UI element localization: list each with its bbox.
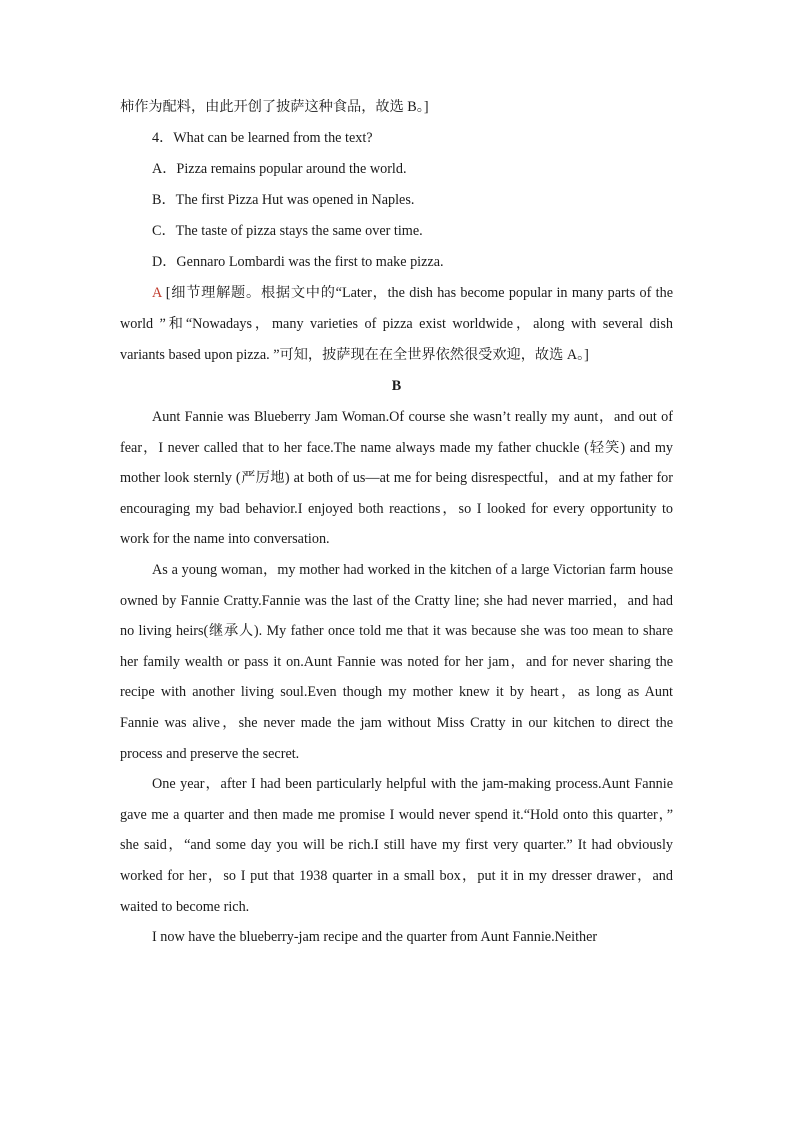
- question-4: 4．What can be learned from the text?: [152, 130, 373, 146]
- option-a: A．Pizza remains popular around the world.: [152, 161, 407, 177]
- option-c: C．The taste of pizza stays the same over time.: [152, 223, 423, 239]
- page-content: [120, 92, 673, 953]
- answer-letter: A: [152, 285, 162, 301]
- passage-b-title: B: [391, 378, 402, 394]
- passage-paragraph: As a young woman，my mother had worked in the kitchen of a large Victorian farm house owned by Fannie Cratty.Fannie was the last of the Cratty line; she had never married，and had no living heirs(继承人). My father once told me that it was because she was too mean to share her family wealth or pass it on.Aunt Fannie was noted for her jam，and for never sharing the recipe with another living soul.Even though my mother knew it by heart，as long as Aunt Fannie was alive，she never made the jam without Miss Cratty in our kitchen to direct the process and preserve the secret.: [120, 561, 673, 762]
- carryover-explanation: 柿作为配料，由此开创了披萨这种食品，故选 B。]: [120, 99, 429, 115]
- answer-text: [细节理解题。根据文中的“Later，the dish has become popular in many parts of the world ”和“Nowadays，many varieties of pizza exist worldwide，along with several dish variants based upon pizza. ”可知，披萨现在在全世界依然很受欢迎，故选 A。]: [120, 285, 673, 363]
- passage-paragraph: Aunt Fannie was Blueberry Jam Woman.Of course she wasn’t really my aunt，and out of fear，I never called that to her face.The name always made my father chuckle (轻笑) and my mother look sternly (严厉地) at both of us—at me for being disrespectful，and at my father for encouraging my bad behavior.I enjoyed both reactions，so I looked for every opportunity to work for the name into conversation.: [120, 409, 673, 548]
- answer-explanation: [120, 278, 673, 371]
- option-d: D．Gennaro Lombardi was the first to make pizza.: [152, 254, 444, 270]
- option-b: B．The first Pizza Hut was opened in Naples.: [152, 192, 415, 208]
- passage-paragraph: One year，after I had been particularly helpful with the jam-making process.Aunt Fannie gave me a quarter and then made me promise I would never spend it.“Hold onto this quarter，” she said，“and some day you will be rich.I still have my first very quarter.” It had obviously worked for her，so I put that 1938 quarter in a small box，put it in my dresser drawer，and waited to become rich.: [120, 776, 673, 915]
- passage-paragraph: I now have the blueberry-jam recipe and the quarter from Aunt Fannie.Neither: [152, 929, 598, 946]
